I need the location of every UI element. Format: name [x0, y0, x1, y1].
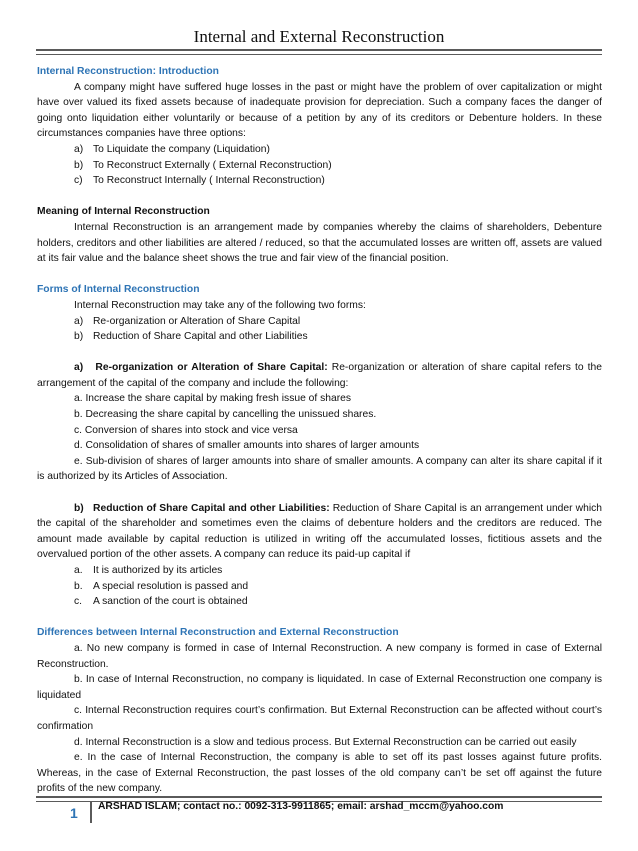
list-item: a. Increase the share capital by making fresh issue of shares [74, 393, 352, 405]
meaning-paragraph: Internal Reconstruction is an arrangement made by companies whereby the claims of shareholders, Debenture holders, creditors and other liabilities are altered / reduced, so that the accumulated losses are written off, assets are valued at its fair value and the balance sheet shows the true and fair view of the financial position. [37, 221, 602, 265]
list-item-text: A special resolution is passed and [93, 580, 249, 592]
section-heading-differences: Differences between Internal Reconstruction and External Reconstruction [37, 627, 399, 639]
list-marker: c. [74, 596, 83, 608]
list-item-text: To Reconstruct Externally ( External Reconstruction) [93, 159, 332, 171]
footer-contact: ARSHAD ISLAM; contact no.: 0092-313-9911865; email: arshad_mccm@yahoo.com [98, 801, 504, 812]
list-marker: b) [74, 331, 84, 343]
document-body [37, 64, 602, 797]
list-item: d. Consolidation of shares of smaller amounts into shares of larger amounts [74, 440, 420, 452]
list-item-text: To Liquidate the company (Liquidation) [93, 143, 270, 155]
page-title: Internal and External Reconstruction [193, 27, 445, 46]
list-item: c. Conversion of shares into stock and vice versa [74, 424, 298, 436]
list-item-text: A sanction of the court is obtained [93, 596, 248, 608]
difference-item: a. No new company is formed in case of Internal Reconstruction. A new company is formed in case of External Reconstruction. [37, 642, 602, 670]
list-item [37, 329, 602, 345]
footer-rule [36, 796, 602, 798]
header-rule-thin [36, 54, 602, 55]
difference-item: e. In the case of Internal Reconstruction, the company is able to set off its past losses against future profits. Whereas, in the case of External Reconstruction, the past losses of the old company can’t be set off against the future profits of the new company. [37, 752, 602, 795]
list-marker: a) [74, 143, 84, 155]
list-item [37, 563, 602, 579]
list-marker: b. [74, 580, 83, 592]
reduction-heading: b) Reduction of Share Capital and other Liabilities: [74, 502, 330, 514]
footer-divider [90, 801, 92, 823]
difference-item: d. Internal Reconstruction is a slow and tedious process. But External Reconstruction can be carried out easily [74, 736, 577, 748]
list-item-text: Reduction of Share Capital and other Liabilities [93, 331, 308, 343]
header-rule [36, 49, 602, 51]
section-heading-meaning: Meaning of Internal Reconstruction [37, 206, 210, 218]
page-number: 1 [70, 805, 78, 821]
list-item: b. Decreasing the share capital by cancelling the unissued shares. [74, 409, 377, 421]
list-item-text: To Reconstruct Internally ( Internal Reconstruction) [93, 175, 325, 187]
difference-item: c. Internal Reconstruction requires court’s confirmation. But External Reconstruction can be affected without court’s confirmation [37, 705, 602, 732]
list-item [37, 594, 602, 610]
list-marker: a) [74, 315, 84, 327]
options-list [37, 142, 602, 189]
list-marker: b) [74, 159, 84, 171]
list-item [37, 142, 602, 158]
list-item [37, 158, 602, 174]
list-item [37, 579, 602, 595]
intro-paragraph: A company might have suffered huge losses in the past or might have the problem of over capitalization or might have over valued its fixed assets because of inadequate provision for depreciation. Such a company faces the danger of going onto liquidation either voluntarily or because of a petition by any of its creditors or Debenture holders. In these circumstances companies have three options: [37, 81, 602, 140]
page-footer [0, 795, 638, 835]
list-marker: c) [74, 175, 83, 187]
reorg-heading: a) Re-organization or Alteration of Share Capital: [74, 362, 328, 374]
reduction-paragraph [37, 501, 602, 563]
reorg-last-point: e. Sub-division of shares of larger amounts into share of smaller amounts. A company can alter its share capital if it is authorized by its Articles of Association. [37, 455, 602, 483]
difference-item: b. In case of Internal Reconstruction, no company is liquidated. In case of External Reconstruction one company is liquidated [37, 674, 602, 701]
section-heading-intro: Internal Reconstruction: Introduction [37, 66, 219, 77]
list-marker: a. [74, 565, 83, 576]
list-item-text: It is authorized by its articles [93, 565, 223, 576]
list-item [37, 173, 602, 189]
section-heading-forms: Forms of Internal Reconstruction [37, 284, 200, 296]
reorg-paragraph [37, 360, 602, 391]
reorg-text: Re-organization or alteration of share capital refers to the arrangement of the capital of the company and include the following: [37, 362, 602, 389]
list-item [37, 314, 602, 330]
list-item-text: Re-organization or Alteration of Share Capital [93, 315, 301, 327]
forms-lead: Internal Reconstruction may take any of the following two forms: [74, 299, 366, 311]
reduction-text: Reduction of Share Capital is an arrangement under which the capital of the shareholder and sometimes even the claims of debenture holders and the creditors are reduced. The amount made available by capital reduction is utilized in writing off the accumulated losses, fictitious assets and the overvalued portion of the other assets. A company can reduce its paid-up capital if [37, 502, 602, 561]
